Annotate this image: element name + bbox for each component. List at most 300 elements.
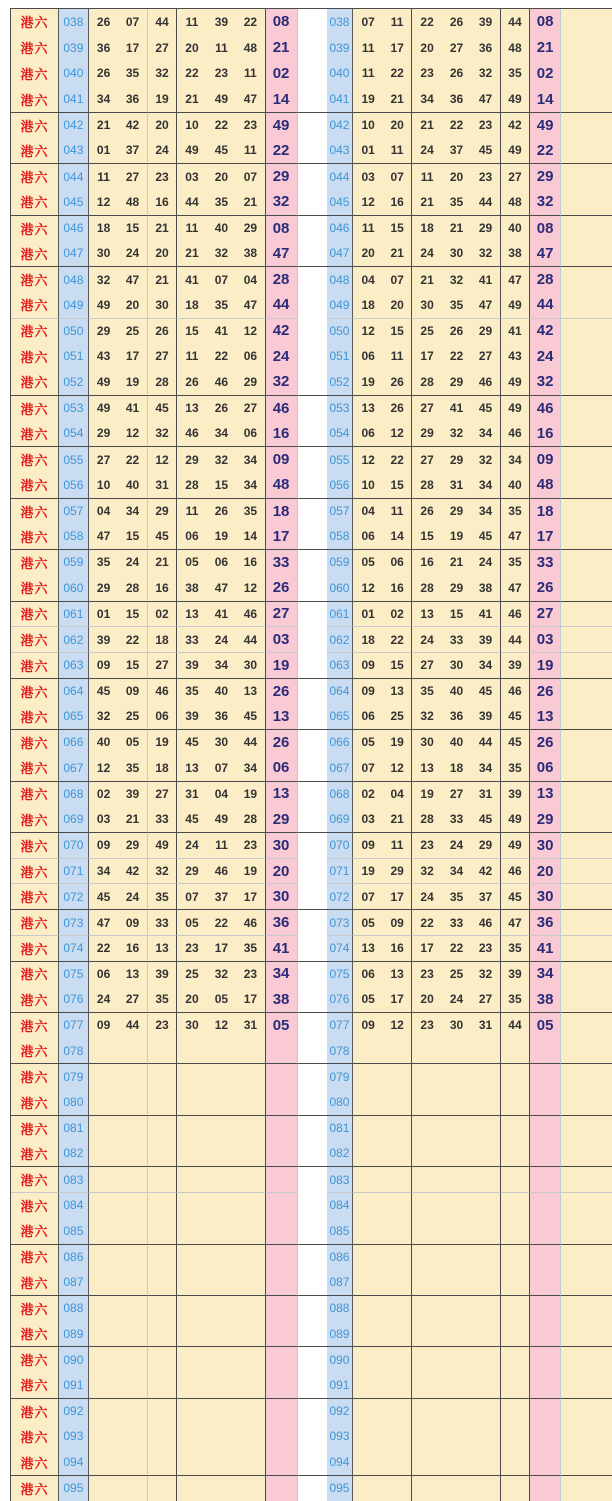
issue-cell-right: 044 — [327, 163, 354, 189]
sorted-number-cell: 34 — [442, 858, 471, 884]
number-cell: 19 — [148, 729, 177, 755]
number-cell: 40 — [207, 215, 236, 241]
table-row — [11, 292, 612, 318]
sorted-number-cell — [353, 1141, 382, 1167]
sorted-number-cell — [353, 1424, 382, 1450]
sorted-number-cell — [353, 1038, 382, 1064]
number-cell: 17 — [236, 883, 265, 909]
table-gap — [298, 1424, 327, 1450]
table-gap — [298, 292, 327, 318]
sorted-number-cell — [471, 1141, 500, 1167]
issue-cell: 085 — [59, 1218, 89, 1244]
row-label: 港六 — [11, 678, 59, 704]
table-gap — [298, 369, 327, 395]
tail-spacer — [561, 1398, 612, 1424]
sorted-number-cell — [501, 1244, 530, 1270]
number-cell: 33 — [148, 806, 177, 832]
sorted-number-cell — [412, 1321, 441, 1347]
sorted-number-cell: 40 — [501, 215, 530, 241]
number-cell — [236, 1424, 265, 1450]
number-cell: 06 — [236, 343, 265, 369]
issue-cell-right: 095 — [327, 1475, 354, 1501]
special-number-cell: 14 — [266, 86, 298, 112]
sorted-number-cell: 27 — [471, 343, 500, 369]
number-cell — [148, 1089, 177, 1115]
issue-cell: 045 — [59, 189, 89, 215]
number-cell: 45 — [177, 729, 206, 755]
number-cell: 18 — [148, 626, 177, 652]
special-number-cell: 24 — [266, 343, 298, 369]
number-cell: 26 — [148, 318, 177, 344]
number-cell: 25 — [118, 318, 147, 344]
issue-cell-right: 066 — [327, 729, 354, 755]
number-cell — [236, 1038, 265, 1064]
table-gap — [298, 729, 327, 755]
issue-cell-right: 072 — [327, 883, 354, 909]
number-cell: 38 — [236, 240, 265, 266]
special-number-cell — [266, 1321, 298, 1347]
number-cell — [148, 1475, 177, 1501]
number-cell: 16 — [236, 549, 265, 575]
sorted-number-cell — [412, 1398, 441, 1424]
sorted-number-cell: 34 — [471, 421, 500, 447]
row-label: 港六 — [11, 1346, 59, 1372]
number-cell — [89, 1115, 118, 1141]
number-cell — [89, 1038, 118, 1064]
number-cell — [148, 1449, 177, 1475]
sorted-number-cell — [442, 1321, 471, 1347]
row-label: 港六 — [11, 9, 59, 35]
number-cell: 24 — [89, 986, 118, 1012]
number-cell — [148, 1321, 177, 1347]
number-cell — [236, 1218, 265, 1244]
tail-spacer — [561, 626, 612, 652]
row-label: 港六 — [11, 1063, 59, 1089]
sorted-number-cell: 11 — [353, 215, 382, 241]
number-cell: 20 — [118, 292, 147, 318]
number-cell — [118, 1269, 147, 1295]
number-cell — [118, 1346, 147, 1372]
number-cell: 21 — [148, 215, 177, 241]
special-number-cell-right: 47 — [530, 240, 561, 266]
number-cell — [148, 1346, 177, 1372]
sorted-number-cell: 30 — [442, 652, 471, 678]
number-cell — [207, 1218, 236, 1244]
table-row — [11, 626, 612, 652]
number-cell: 06 — [148, 703, 177, 729]
number-cell — [207, 1166, 236, 1192]
table-gap — [298, 86, 327, 112]
number-cell: 47 — [89, 909, 118, 935]
sorted-number-cell — [471, 1321, 500, 1347]
table-gap — [298, 9, 327, 35]
number-cell — [207, 1372, 236, 1398]
number-cell: 21 — [236, 189, 265, 215]
number-cell: 34 — [207, 652, 236, 678]
number-cell: 39 — [89, 626, 118, 652]
number-cell: 18 — [89, 215, 118, 241]
issue-cell-right: 045 — [327, 189, 354, 215]
sorted-number-cell: 23 — [412, 961, 441, 987]
special-number-cell-right — [530, 1346, 561, 1372]
sorted-number-cell — [383, 1115, 412, 1141]
issue-cell-right: 070 — [327, 832, 354, 858]
issue-cell-right: 085 — [327, 1218, 354, 1244]
sorted-number-cell: 32 — [442, 266, 471, 292]
issue-cell: 088 — [59, 1295, 89, 1321]
special-number-cell: 26 — [266, 678, 298, 704]
number-cell: 34 — [236, 755, 265, 781]
number-cell: 28 — [118, 575, 147, 601]
issue-cell: 075 — [59, 961, 89, 987]
number-cell: 29 — [89, 421, 118, 447]
number-cell: 20 — [177, 35, 206, 61]
number-cell: 39 — [148, 961, 177, 987]
number-cell: 19 — [207, 523, 236, 549]
special-number-cell-right: 26 — [530, 575, 561, 601]
number-cell: 07 — [118, 9, 147, 35]
sorted-number-cell — [442, 1424, 471, 1450]
number-cell: 44 — [118, 1012, 147, 1038]
number-cell: 13 — [118, 961, 147, 987]
number-cell: 24 — [118, 240, 147, 266]
sorted-number-cell — [471, 1449, 500, 1475]
sorted-number-cell: 17 — [383, 986, 412, 1012]
number-cell: 27 — [148, 652, 177, 678]
special-number-cell — [266, 1346, 298, 1372]
sorted-number-cell: 29 — [442, 446, 471, 472]
number-cell: 06 — [89, 961, 118, 987]
number-cell — [207, 1269, 236, 1295]
sorted-number-cell: 29 — [471, 318, 500, 344]
sorted-number-cell: 49 — [501, 832, 530, 858]
number-cell: 28 — [236, 806, 265, 832]
issue-cell-right: 046 — [327, 215, 354, 241]
sorted-number-cell — [501, 1372, 530, 1398]
number-cell: 04 — [89, 498, 118, 524]
issue-cell-right: 069 — [327, 806, 354, 832]
sorted-number-cell: 05 — [353, 729, 382, 755]
number-cell — [236, 1475, 265, 1501]
sorted-number-cell: 04 — [383, 781, 412, 807]
issue-cell: 092 — [59, 1398, 89, 1424]
tail-spacer — [561, 60, 612, 86]
tail-spacer — [561, 858, 612, 884]
table-row — [11, 1012, 612, 1038]
special-number-cell — [266, 1141, 298, 1167]
table-row — [11, 652, 612, 678]
sorted-number-cell — [501, 1424, 530, 1450]
table-row — [11, 806, 612, 832]
tail-spacer — [561, 1166, 612, 1192]
table-gap — [298, 1141, 327, 1167]
sorted-number-cell: 45 — [501, 703, 530, 729]
sorted-number-cell: 12 — [353, 575, 382, 601]
table-gap — [298, 1063, 327, 1089]
sorted-number-cell — [412, 1475, 441, 1501]
sorted-number-cell: 06 — [353, 961, 382, 987]
tail-spacer — [561, 421, 612, 447]
special-number-cell-right: 32 — [530, 369, 561, 395]
sorted-number-cell — [383, 1141, 412, 1167]
sorted-number-cell — [442, 1398, 471, 1424]
special-number-cell: 30 — [266, 832, 298, 858]
table-row — [11, 1244, 612, 1270]
number-cell: 13 — [177, 755, 206, 781]
number-cell: 28 — [148, 369, 177, 395]
number-cell: 11 — [89, 163, 118, 189]
sorted-number-cell: 39 — [471, 703, 500, 729]
table-gap — [298, 626, 327, 652]
table-gap — [298, 421, 327, 447]
number-cell: 07 — [236, 163, 265, 189]
sorted-number-cell: 26 — [442, 318, 471, 344]
issue-cell: 039 — [59, 35, 89, 61]
number-cell: 17 — [207, 935, 236, 961]
special-number-cell: 48 — [266, 472, 298, 498]
sorted-number-cell: 19 — [353, 858, 382, 884]
table-row — [11, 986, 612, 1012]
sorted-number-cell: 21 — [383, 806, 412, 832]
sorted-number-cell — [412, 1192, 441, 1218]
issue-cell: 049 — [59, 292, 89, 318]
sorted-number-cell — [442, 1115, 471, 1141]
sorted-number-cell: 35 — [501, 986, 530, 1012]
number-cell — [236, 1244, 265, 1270]
issue-cell-right: 076 — [327, 986, 354, 1012]
sorted-number-cell — [501, 1141, 530, 1167]
sorted-number-cell: 19 — [353, 86, 382, 112]
issue-cell: 071 — [59, 858, 89, 884]
number-cell: 35 — [236, 498, 265, 524]
sorted-number-cell — [353, 1115, 382, 1141]
number-cell: 13 — [177, 601, 206, 627]
special-number-cell — [266, 1372, 298, 1398]
issue-cell: 081 — [59, 1115, 89, 1141]
tail-spacer — [561, 806, 612, 832]
number-cell: 46 — [236, 601, 265, 627]
special-number-cell-right — [530, 1063, 561, 1089]
tail-spacer — [561, 1115, 612, 1141]
special-number-cell-right: 30 — [530, 883, 561, 909]
number-cell — [89, 1166, 118, 1192]
tail-spacer — [561, 35, 612, 61]
sorted-number-cell: 28 — [412, 575, 441, 601]
sorted-number-cell — [412, 1089, 441, 1115]
tail-spacer — [561, 1063, 612, 1089]
number-cell — [177, 1192, 206, 1218]
number-cell: 40 — [118, 472, 147, 498]
sorted-number-cell: 13 — [412, 755, 441, 781]
sorted-number-cell: 34 — [471, 652, 500, 678]
row-label: 港六 — [11, 601, 59, 627]
issue-cell-right: 089 — [327, 1321, 354, 1347]
tail-spacer — [561, 369, 612, 395]
sorted-number-cell: 26 — [383, 395, 412, 421]
sorted-number-cell: 01 — [353, 601, 382, 627]
sorted-number-cell: 46 — [471, 369, 500, 395]
sorted-number-cell: 09 — [353, 1012, 382, 1038]
table-row — [11, 1089, 612, 1115]
sorted-number-cell: 16 — [412, 549, 441, 575]
row-label: 港六 — [11, 1475, 59, 1501]
number-cell: 16 — [118, 935, 147, 961]
sorted-number-cell: 02 — [383, 601, 412, 627]
special-number-cell — [266, 1449, 298, 1475]
number-cell: 11 — [177, 215, 206, 241]
special-number-cell-right — [530, 1424, 561, 1450]
number-cell — [89, 1218, 118, 1244]
issue-cell-right: 039 — [327, 35, 354, 61]
number-cell: 49 — [89, 395, 118, 421]
issue-cell: 055 — [59, 446, 89, 472]
number-cell — [177, 1141, 206, 1167]
sorted-number-cell: 35 — [501, 755, 530, 781]
special-number-cell-right: 26 — [530, 678, 561, 704]
special-number-cell-right: 38 — [530, 986, 561, 1012]
number-cell: 11 — [236, 138, 265, 164]
sorted-number-cell: 45 — [501, 729, 530, 755]
issue-cell: 058 — [59, 523, 89, 549]
tail-spacer — [561, 1269, 612, 1295]
number-cell: 09 — [118, 909, 147, 935]
special-number-cell-right: 49 — [530, 112, 561, 138]
sorted-number-cell: 27 — [412, 395, 441, 421]
number-cell: 32 — [148, 60, 177, 86]
number-cell: 14 — [236, 523, 265, 549]
sorted-number-cell: 33 — [442, 806, 471, 832]
issue-cell-right: 083 — [327, 1166, 354, 1192]
tail-spacer — [561, 909, 612, 935]
sorted-number-cell: 06 — [353, 703, 382, 729]
special-number-cell-right: 27 — [530, 601, 561, 627]
special-number-cell: 13 — [266, 703, 298, 729]
issue-cell-right: 062 — [327, 626, 354, 652]
sorted-number-cell: 45 — [471, 523, 500, 549]
table-gap — [298, 446, 327, 472]
sorted-number-cell: 27 — [412, 652, 441, 678]
special-number-cell: 17 — [266, 523, 298, 549]
number-cell: 19 — [236, 858, 265, 884]
special-number-cell: 32 — [266, 369, 298, 395]
sorted-number-cell: 09 — [353, 652, 382, 678]
special-number-cell-right: 03 — [530, 626, 561, 652]
number-cell: 17 — [118, 35, 147, 61]
sorted-number-cell: 24 — [442, 832, 471, 858]
number-cell — [236, 1449, 265, 1475]
number-cell: 29 — [118, 832, 147, 858]
sorted-number-cell: 09 — [383, 909, 412, 935]
number-cell: 41 — [207, 601, 236, 627]
row-label: 港六 — [11, 1012, 59, 1038]
sorted-number-cell — [442, 1244, 471, 1270]
sorted-number-cell: 17 — [412, 935, 441, 961]
special-number-cell-right — [530, 1192, 561, 1218]
number-cell: 21 — [118, 806, 147, 832]
sorted-number-cell: 27 — [471, 986, 500, 1012]
sorted-number-cell: 37 — [471, 883, 500, 909]
sorted-number-cell: 30 — [412, 729, 441, 755]
number-cell: 10 — [89, 472, 118, 498]
sorted-number-cell — [501, 1089, 530, 1115]
issue-cell: 059 — [59, 549, 89, 575]
issue-cell: 074 — [59, 935, 89, 961]
sorted-number-cell — [383, 1063, 412, 1089]
issue-cell-right: 078 — [327, 1038, 354, 1064]
table-gap — [298, 35, 327, 61]
number-cell — [118, 1063, 147, 1089]
sorted-number-cell: 31 — [471, 1012, 500, 1038]
issue-cell: 083 — [59, 1166, 89, 1192]
row-label: 港六 — [11, 1115, 59, 1141]
sorted-number-cell: 30 — [412, 292, 441, 318]
sorted-number-cell: 41 — [471, 601, 500, 627]
number-cell: 34 — [236, 446, 265, 472]
special-number-cell-right: 19 — [530, 652, 561, 678]
issue-cell-right: 074 — [327, 935, 354, 961]
number-cell: 26 — [177, 369, 206, 395]
number-cell: 32 — [89, 703, 118, 729]
row-label: 港六 — [11, 1398, 59, 1424]
table-row — [11, 703, 612, 729]
special-number-cell-right — [530, 1269, 561, 1295]
number-cell: 41 — [118, 395, 147, 421]
sorted-number-cell — [353, 1269, 382, 1295]
table-row — [11, 1372, 612, 1398]
number-cell — [177, 1038, 206, 1064]
tail-spacer — [561, 1295, 612, 1321]
table-row — [11, 1115, 612, 1141]
number-cell: 48 — [118, 189, 147, 215]
issue-cell-right: 055 — [327, 446, 354, 472]
number-cell: 49 — [207, 86, 236, 112]
special-number-cell — [266, 1398, 298, 1424]
row-label: 港六 — [11, 395, 59, 421]
number-cell: 46 — [177, 421, 206, 447]
number-cell: 32 — [89, 266, 118, 292]
number-cell — [177, 1321, 206, 1347]
number-cell: 39 — [207, 9, 236, 35]
row-label: 港六 — [11, 86, 59, 112]
table-gap — [298, 189, 327, 215]
issue-cell: 094 — [59, 1449, 89, 1475]
sorted-number-cell — [353, 1321, 382, 1347]
sorted-number-cell — [471, 1063, 500, 1089]
table-row — [11, 961, 612, 987]
sorted-number-cell — [501, 1346, 530, 1372]
sorted-number-cell — [383, 1475, 412, 1501]
sorted-number-cell: 32 — [412, 703, 441, 729]
issue-cell-right: 063 — [327, 652, 354, 678]
row-label: 港六 — [11, 1295, 59, 1321]
sorted-number-cell: 21 — [412, 189, 441, 215]
sorted-number-cell — [501, 1449, 530, 1475]
row-label: 港六 — [11, 806, 59, 832]
sorted-number-cell: 11 — [383, 9, 412, 35]
row-label: 港六 — [11, 189, 59, 215]
sorted-number-cell: 22 — [412, 9, 441, 35]
special-number-cell: 32 — [266, 189, 298, 215]
sorted-number-cell — [383, 1218, 412, 1244]
issue-cell-right: 094 — [327, 1449, 354, 1475]
sorted-number-cell: 34 — [412, 86, 441, 112]
sorted-number-cell — [412, 1424, 441, 1450]
sorted-number-cell: 13 — [412, 601, 441, 627]
number-cell — [89, 1424, 118, 1450]
table-gap — [298, 883, 327, 909]
number-cell: 36 — [89, 35, 118, 61]
number-cell: 05 — [118, 729, 147, 755]
